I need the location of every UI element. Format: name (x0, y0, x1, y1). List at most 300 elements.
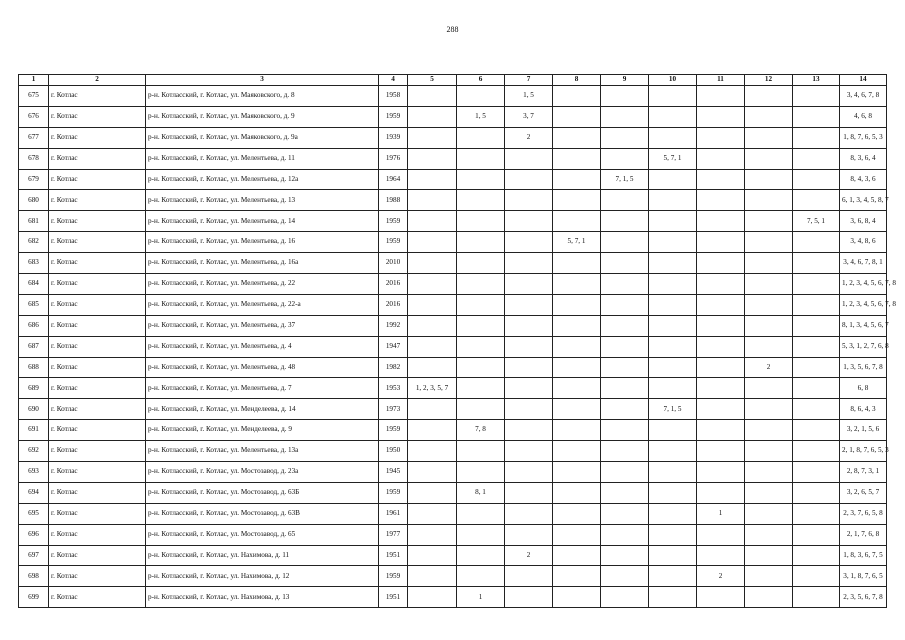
col13-cell (793, 420, 840, 441)
city-cell: г. Котлас (49, 482, 146, 503)
col12-cell (745, 169, 793, 190)
city-cell: г. Котлас (49, 336, 146, 357)
col11-cell: 1 (697, 503, 745, 524)
col7-cell: 1, 5 (505, 86, 553, 107)
year-cell: 1959 (379, 482, 408, 503)
address-cell: р-н. Котласский, г. Котлас, ул. Мелентьева, д. 48 (146, 357, 379, 378)
col12-cell (745, 524, 793, 545)
col11-cell (697, 232, 745, 253)
col9-cell (601, 420, 649, 441)
col8-cell (553, 294, 601, 315)
col14-cell: 2, 3, 7, 6, 5, 8 (840, 503, 887, 524)
col14-cell: 2, 1, 8, 7, 6, 5, 3 (840, 441, 887, 462)
col7-cell (505, 441, 553, 462)
col13-cell (793, 378, 840, 399)
col8-cell (553, 190, 601, 211)
col5-cell (408, 336, 457, 357)
col6-cell: 1 (457, 587, 505, 608)
col6-cell (457, 127, 505, 148)
table-row (19, 127, 887, 148)
year-cell: 1951 (379, 587, 408, 608)
col8-cell (553, 399, 601, 420)
row-number-cell: 685 (19, 294, 49, 315)
col12-cell (745, 420, 793, 441)
column-header-1: 1 (19, 75, 49, 86)
table-row (19, 566, 887, 587)
col11-cell (697, 524, 745, 545)
col6-cell (457, 315, 505, 336)
city-cell: г. Котлас (49, 106, 146, 127)
col13-cell (793, 253, 840, 274)
col8-cell (553, 378, 601, 399)
col11-cell (697, 148, 745, 169)
city-cell: г. Котлас (49, 462, 146, 483)
city-cell: г. Котлас (49, 378, 146, 399)
table-header-row (19, 75, 887, 86)
col9-cell (601, 232, 649, 253)
col9-cell (601, 106, 649, 127)
col8-cell (553, 169, 601, 190)
col9-cell: 7, 1, 5 (601, 169, 649, 190)
col7-cell (505, 190, 553, 211)
table-row (19, 86, 887, 107)
col11-cell (697, 378, 745, 399)
col14-cell: 1, 2, 3, 4, 5, 6, 7, 8 (840, 294, 887, 315)
col12-cell (745, 190, 793, 211)
col7-cell (505, 315, 553, 336)
col10-cell (649, 274, 697, 295)
address-cell: р-н. Котласский, г. Котлас, ул. Менделеева, д. 9 (146, 420, 379, 441)
col14-cell: 3, 2, 1, 5, 6 (840, 420, 887, 441)
col11-cell (697, 169, 745, 190)
col9-cell (601, 462, 649, 483)
column-header-13: 13 (793, 75, 840, 86)
table-body (19, 86, 896, 608)
table-row (19, 587, 887, 608)
col5-cell (408, 482, 457, 503)
col14-cell: 3, 1, 8, 7, 6, 5 (840, 566, 887, 587)
col14-cell: 5, 3, 1, 2, 7, 6, 8 (840, 336, 887, 357)
address-cell: р-н. Котласский, г. Котлас, ул. Менделеева, д. 14 (146, 399, 379, 420)
address-cell: р-н. Котласский, г. Котлас, ул. Нахимова, д. 11 (146, 545, 379, 566)
col9-cell (601, 127, 649, 148)
column-header-3: 3 (146, 75, 379, 86)
col9-cell (601, 315, 649, 336)
page-number: 288 (446, 25, 459, 34)
col9-cell (601, 503, 649, 524)
row-number-cell: 688 (19, 357, 49, 378)
column-header-2: 2 (49, 75, 146, 86)
col13-cell (793, 294, 840, 315)
col9-cell (601, 399, 649, 420)
col12-cell (745, 336, 793, 357)
row-number-cell: 680 (19, 190, 49, 211)
col9-cell (601, 357, 649, 378)
col8-cell (553, 253, 601, 274)
city-cell: г. Котлас (49, 566, 146, 587)
col14-cell: 6, 1, 3, 4, 5, 8, 7 (840, 190, 887, 211)
col11-cell (697, 190, 745, 211)
year-cell: 1992 (379, 315, 408, 336)
col10-cell: 5, 7, 1 (649, 148, 697, 169)
col9-cell (601, 211, 649, 232)
col11-cell (697, 482, 745, 503)
city-cell: г. Котлас (49, 148, 146, 169)
col7-cell (505, 462, 553, 483)
address-cell: р-н. Котласский, г. Котлас, ул. Мелентьева, д. 7 (146, 378, 379, 399)
city-cell: г. Котлас (49, 399, 146, 420)
col11-cell (697, 315, 745, 336)
address-cell: р-н. Котласский, г. Котлас, ул. Мостозавод, д. 23а (146, 462, 379, 483)
col13-cell (793, 462, 840, 483)
address-cell: р-н. Котласский, г. Котлас, ул. Мелентьева, д. 12а (146, 169, 379, 190)
column-header-9: 9 (601, 75, 649, 86)
col8-cell (553, 86, 601, 107)
col7-cell: 2 (505, 127, 553, 148)
city-cell: г. Котлас (49, 315, 146, 336)
col7-cell (505, 253, 553, 274)
col11-cell: 2 (697, 566, 745, 587)
col13-cell (793, 169, 840, 190)
col8-cell (553, 106, 601, 127)
col5-cell: 1, 2, 3, 5, 7 (408, 378, 457, 399)
col8-cell (553, 357, 601, 378)
col9-cell (601, 253, 649, 274)
column-header-4: 4 (379, 75, 408, 86)
col14-cell: 2, 1, 7, 6, 8 (840, 524, 887, 545)
year-cell: 2010 (379, 253, 408, 274)
col14-cell: 1, 2, 3, 4, 5, 6, 7, 8 (840, 274, 887, 295)
col12-cell (745, 148, 793, 169)
col10-cell (649, 503, 697, 524)
col12-cell (745, 86, 793, 107)
col12-cell (745, 274, 793, 295)
col7-cell (505, 211, 553, 232)
city-cell: г. Котлас (49, 587, 146, 608)
col8-cell (553, 524, 601, 545)
year-cell: 2016 (379, 274, 408, 295)
col10-cell (649, 169, 697, 190)
column-header-14: 14 (840, 75, 887, 86)
col13-cell (793, 524, 840, 545)
col5-cell (408, 566, 457, 587)
col9-cell (601, 336, 649, 357)
col13-cell (793, 587, 840, 608)
column-header-7: 7 (505, 75, 553, 86)
col6-cell (457, 232, 505, 253)
col12-cell (745, 127, 793, 148)
col12-cell (745, 253, 793, 274)
row-number-cell: 684 (19, 274, 49, 295)
col8-cell (553, 336, 601, 357)
address-cell: р-н. Котласский, г. Котлас, ул. Мостозавод, д. 63Б (146, 482, 379, 503)
col12-cell (745, 106, 793, 127)
col7-cell (505, 232, 553, 253)
col6-cell (457, 253, 505, 274)
col8-cell (553, 441, 601, 462)
col10-cell (649, 357, 697, 378)
address-cell: р-н. Котласский, г. Котлас, ул. Мелентьева, д. 4 (146, 336, 379, 357)
year-cell: 1947 (379, 336, 408, 357)
col11-cell (697, 127, 745, 148)
col13-cell (793, 482, 840, 503)
row-number-cell: 679 (19, 169, 49, 190)
col9-cell (601, 274, 649, 295)
col5-cell (408, 190, 457, 211)
table-row (19, 462, 887, 483)
col12-cell (745, 587, 793, 608)
city-cell: г. Котлас (49, 86, 146, 107)
city-cell: г. Котлас (49, 274, 146, 295)
col10-cell (649, 566, 697, 587)
col9-cell (601, 441, 649, 462)
year-cell: 1959 (379, 211, 408, 232)
col6-cell (457, 86, 505, 107)
col14-cell: 3, 4, 8, 6 (840, 232, 887, 253)
column-header-10: 10 (649, 75, 697, 86)
col11-cell (697, 253, 745, 274)
row-number-cell: 692 (19, 441, 49, 462)
row-number-cell: 675 (19, 86, 49, 107)
col11-cell (697, 545, 745, 566)
address-cell: р-н. Котласский, г. Котлас, ул. Маяковского, д. 8 (146, 86, 379, 107)
col6-cell (457, 169, 505, 190)
row-number-cell: 687 (19, 336, 49, 357)
column-header-12: 12 (745, 75, 793, 86)
col10-cell (649, 441, 697, 462)
col9-cell (601, 566, 649, 587)
col14-cell: 2, 8, 7, 3, 1 (840, 462, 887, 483)
address-cell: р-н. Котласский, г. Котлас, ул. Мелентьева, д. 14 (146, 211, 379, 232)
col13-cell (793, 86, 840, 107)
col8-cell (553, 274, 601, 295)
col12-cell (745, 545, 793, 566)
col13-cell (793, 148, 840, 169)
table-row (19, 399, 887, 420)
col12-cell (745, 566, 793, 587)
col9-cell (601, 587, 649, 608)
year-cell: 1961 (379, 503, 408, 524)
col11-cell (697, 211, 745, 232)
city-cell: г. Котлас (49, 294, 146, 315)
col10-cell (649, 462, 697, 483)
col5-cell (408, 169, 457, 190)
col11-cell (697, 587, 745, 608)
col14-cell: 1, 8, 7, 6, 5, 3 (840, 127, 887, 148)
col9-cell (601, 524, 649, 545)
year-cell: 1958 (379, 86, 408, 107)
city-cell: г. Котлас (49, 441, 146, 462)
col7-cell: 2 (505, 545, 553, 566)
city-cell: г. Котлас (49, 420, 146, 441)
city-cell: г. Котлас (49, 545, 146, 566)
city-cell: г. Котлас (49, 190, 146, 211)
city-cell: г. Котлас (49, 211, 146, 232)
table-row (19, 253, 887, 274)
col10-cell (649, 378, 697, 399)
city-cell: г. Котлас (49, 232, 146, 253)
col8-cell (553, 566, 601, 587)
data-table (18, 74, 896, 608)
col5-cell (408, 462, 457, 483)
table-row (19, 190, 887, 211)
col6-cell (457, 211, 505, 232)
column-header-6: 6 (457, 75, 505, 86)
col5-cell (408, 315, 457, 336)
address-cell: р-н. Котласский, г. Котлас, ул. Маяковского, д. 9а (146, 127, 379, 148)
table-row (19, 106, 887, 127)
col10-cell (649, 545, 697, 566)
col12-cell: 2 (745, 357, 793, 378)
col10-cell (649, 127, 697, 148)
col10-cell (649, 86, 697, 107)
year-cell: 1951 (379, 545, 408, 566)
col8-cell (553, 127, 601, 148)
col10-cell (649, 524, 697, 545)
year-cell: 1973 (379, 399, 408, 420)
col11-cell (697, 420, 745, 441)
table-row (19, 503, 887, 524)
year-cell: 1959 (379, 420, 408, 441)
table-row (19, 315, 887, 336)
row-number-cell: 676 (19, 106, 49, 127)
row-number-cell: 681 (19, 211, 49, 232)
col13-cell (793, 315, 840, 336)
col5-cell (408, 503, 457, 524)
row-number-cell: 689 (19, 378, 49, 399)
col8-cell (553, 420, 601, 441)
address-cell: р-н. Котласский, г. Котлас, ул. Мостозавод, д. 63В (146, 503, 379, 524)
year-cell: 1982 (379, 357, 408, 378)
col10-cell (649, 315, 697, 336)
col8-cell (553, 482, 601, 503)
row-number-cell: 696 (19, 524, 49, 545)
col7-cell (505, 148, 553, 169)
col13-cell (793, 399, 840, 420)
col12-cell (745, 378, 793, 399)
col6-cell (457, 524, 505, 545)
col7-cell (505, 169, 553, 190)
row-number-cell: 690 (19, 399, 49, 420)
col14-cell: 3, 4, 6, 7, 8, 1 (840, 253, 887, 274)
table-row (19, 148, 887, 169)
city-cell: г. Котлас (49, 357, 146, 378)
col8-cell (553, 148, 601, 169)
row-number-cell: 682 (19, 232, 49, 253)
table-row (19, 378, 887, 399)
col6-cell (457, 545, 505, 566)
col6-cell (457, 503, 505, 524)
col6-cell (457, 357, 505, 378)
year-cell: 1939 (379, 127, 408, 148)
col13-cell (793, 232, 840, 253)
col11-cell (697, 86, 745, 107)
table-row (19, 232, 887, 253)
row-number-cell: 683 (19, 253, 49, 274)
year-cell: 1950 (379, 441, 408, 462)
col12-cell (745, 503, 793, 524)
col9-cell (601, 545, 649, 566)
col7-cell (505, 399, 553, 420)
address-cell: р-н. Котласский, г. Котлас, ул. Мелентьева, д. 16а (146, 253, 379, 274)
address-cell: р-н. Котласский, г. Котлас, ул. Мостозавод, д. 65 (146, 524, 379, 545)
col14-cell: 6, 8 (840, 378, 887, 399)
col14-cell: 3, 4, 6, 7, 8 (840, 86, 887, 107)
col13-cell (793, 274, 840, 295)
row-number-cell: 699 (19, 587, 49, 608)
col14-cell: 3, 2, 6, 5, 7 (840, 482, 887, 503)
col5-cell (408, 587, 457, 608)
col8-cell (553, 503, 601, 524)
col5-cell (408, 86, 457, 107)
col6-cell: 7, 8 (457, 420, 505, 441)
row-number-cell: 697 (19, 545, 49, 566)
col7-cell (505, 357, 553, 378)
col8-cell: 5, 7, 1 (553, 232, 601, 253)
col7-cell (505, 566, 553, 587)
col6-cell (457, 148, 505, 169)
col6-cell: 8, 1 (457, 482, 505, 503)
address-cell: р-н. Котласский, г. Котлас, ул. Мелентьева, д. 22-а (146, 294, 379, 315)
col5-cell (408, 524, 457, 545)
col8-cell (553, 462, 601, 483)
col14-cell: 8, 3, 6, 4 (840, 148, 887, 169)
city-cell: г. Котлас (49, 524, 146, 545)
col5-cell (408, 441, 457, 462)
col6-cell (457, 190, 505, 211)
col14-cell: 3, 6, 8, 4 (840, 211, 887, 232)
col13-cell (793, 545, 840, 566)
column-header-8: 8 (553, 75, 601, 86)
col6-cell (457, 441, 505, 462)
col6-cell: 1, 5 (457, 106, 505, 127)
year-cell: 1959 (379, 106, 408, 127)
col5-cell (408, 211, 457, 232)
col11-cell (697, 336, 745, 357)
col8-cell (553, 315, 601, 336)
col5-cell (408, 294, 457, 315)
address-cell: р-н. Котласский, г. Котлас, ул. Мелентьева, д. 37 (146, 315, 379, 336)
col7-cell: 3, 7 (505, 106, 553, 127)
year-cell: 2016 (379, 294, 408, 315)
address-cell: р-н. Котласский, г. Котлас, ул. Мелентьева, д. 11 (146, 148, 379, 169)
row-number-cell: 694 (19, 482, 49, 503)
col13-cell (793, 190, 840, 211)
col8-cell (553, 587, 601, 608)
col9-cell (601, 148, 649, 169)
city-cell: г. Котлас (49, 169, 146, 190)
col11-cell (697, 399, 745, 420)
row-number-cell: 693 (19, 462, 49, 483)
col7-cell (505, 420, 553, 441)
col13-cell (793, 503, 840, 524)
year-cell: 1976 (379, 148, 408, 169)
col11-cell (697, 294, 745, 315)
col10-cell (649, 211, 697, 232)
row-number-cell: 677 (19, 127, 49, 148)
col9-cell (601, 294, 649, 315)
col10-cell (649, 294, 697, 315)
col7-cell (505, 503, 553, 524)
table-row (19, 545, 887, 566)
col12-cell (745, 399, 793, 420)
col13-cell (793, 357, 840, 378)
column-header-11: 11 (697, 75, 745, 86)
col7-cell (505, 378, 553, 399)
city-cell: г. Котлас (49, 253, 146, 274)
col11-cell (697, 462, 745, 483)
table-row (19, 441, 887, 462)
